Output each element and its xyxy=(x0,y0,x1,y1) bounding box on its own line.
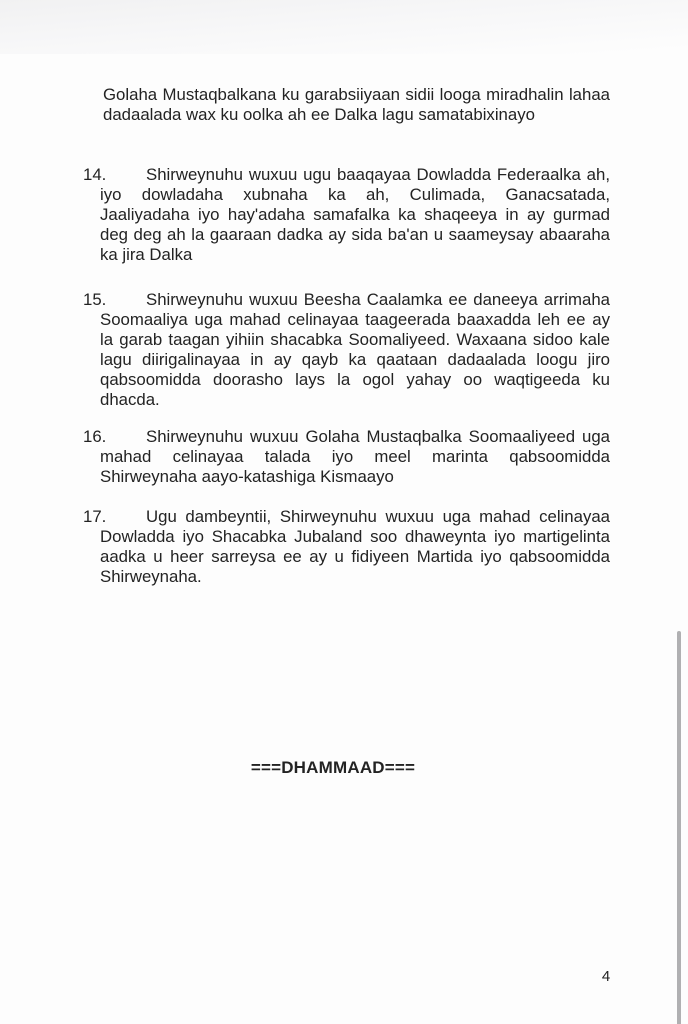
end-marker: ===DHAMMAAD=== xyxy=(250,758,416,777)
text-line: iyo dowladaha xubnaha ka ah, Culimada, Ganacsatada, xyxy=(100,185,610,204)
text-line: deg deg ah la gaaraan dadka ay sida ba'an u saameysay abaaraha xyxy=(100,225,610,244)
text-line: Jaaliyadaha iyo hay'adaha samafalka ka shaqeeya in ay gurmad xyxy=(100,205,610,224)
item-body xyxy=(100,290,610,410)
numbered-item-17 xyxy=(83,507,610,587)
page-number: 4 xyxy=(601,968,611,985)
item-body xyxy=(100,427,610,487)
numbered-item-14 xyxy=(83,165,610,265)
text-line: dhacda. xyxy=(100,390,160,409)
text-line: Shirweynuhu wuxuu ugu baaqayaa Dowladda Federaalka ah, xyxy=(146,165,610,184)
text-line: la garab taagan yihiin shacabka Soomaliyeed. Waxaana sidoo kale xyxy=(100,330,610,349)
scan-top-shadow xyxy=(0,0,688,54)
text-line: ka jira Dalka xyxy=(100,245,193,264)
text-line: mahad celinayaa talada iyo meel marinta qabsoomidda xyxy=(100,447,610,466)
text-line: Shirweynuhu wuxuu Beesha Caalamka ee daneeya arrimaha xyxy=(146,290,610,309)
text-line: Dowladda iyo Shacabka Jubaland soo dhaweynta iyo martigelinta xyxy=(100,527,610,546)
item-body xyxy=(100,165,610,265)
page-edge-line xyxy=(677,631,681,1024)
numbered-item-16 xyxy=(83,427,610,487)
text-line: Shirweynaha. xyxy=(100,567,202,586)
text-line: Golaha Mustaqbalkana ku garabsiiyaan sidii looga miradhalin lahaa xyxy=(103,85,610,104)
item-number: 16. xyxy=(83,427,107,446)
text-line: Ugu dambeyntii, Shirweynuhu wuxuu uga mahad celinayaa xyxy=(146,507,610,526)
item-number: 15. xyxy=(83,290,107,309)
text-line: lagu diirigalinayaa in ay qayb ka qaataan dadaalada loogu jiro xyxy=(100,350,610,369)
text-line: qabsoomidda doorasho lays la ogol yahay oo waqtigeeda ku xyxy=(100,370,610,389)
paragraph-continuation xyxy=(103,85,610,125)
text-line: Shirweynuhu wuxuu Golaha Mustaqbalka Soomaaliyeed uga xyxy=(146,427,610,446)
item-number: 17. xyxy=(83,507,107,526)
text-line: Soomaaliya uga mahad celinayaa taageerada baaxadda leh ee ay xyxy=(100,310,610,329)
item-body xyxy=(100,507,610,587)
text-line: aadka u heer sarreysa ee ay u fidiyeen Martida iyo qabsoomidda xyxy=(100,547,610,566)
item-number: 14. xyxy=(83,165,107,184)
text-line: dadaalada wax ku oolka ah ee Dalka lagu samatabixinayo xyxy=(103,105,535,124)
numbered-item-15 xyxy=(83,290,610,410)
text-line: Shirweynaha aayo-katashiga Kismaayo xyxy=(100,467,394,486)
